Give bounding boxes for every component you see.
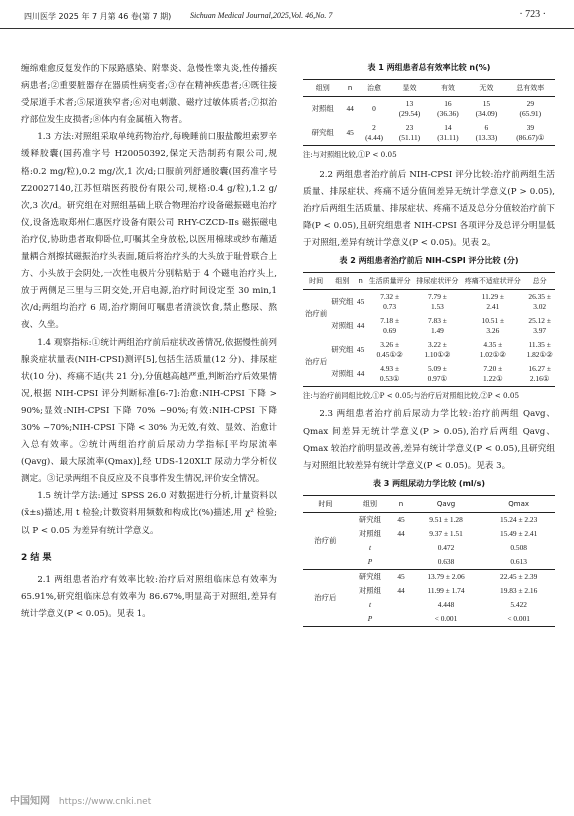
- table2-note: 注:与治疗前同组比较,①P < 0.05;与治疗后对照组比较,②P < 0.05: [303, 391, 520, 401]
- table-cell: [392, 541, 409, 555]
- table-cell: 0.472: [437, 542, 455, 552]
- table2-col-header: n: [358, 277, 363, 286]
- table-cell: 3.26 ± 0.45①②: [376, 340, 403, 360]
- watermark-url: https://www.cnki.net: [58, 797, 152, 807]
- table-cell: 7.79 ± 1.53: [427, 292, 447, 312]
- table2-col-header: 组别: [335, 277, 350, 286]
- table-cell: 5.09 ± 0.97①: [427, 364, 448, 384]
- table-cell: [392, 598, 409, 612]
- table-cell: 研究组: [331, 297, 354, 307]
- table2-col-header: 时间: [309, 277, 324, 286]
- table-cell: 45: [397, 514, 405, 524]
- journal-title-en: Sichuan Medical Journal,2025,Vol. 46,No. 7: [190, 11, 333, 20]
- table-cell: 13 (29.54): [398, 99, 421, 118]
- table1-caption: 表 1 两组患者总有效率比较 n(%): [367, 63, 491, 72]
- table-cell: 9.37 ± 1.51: [429, 528, 463, 538]
- table1-col-header: 总有效率: [516, 84, 545, 92]
- table-cell: 44: [397, 528, 405, 538]
- table-cell: 研究组: [311, 128, 334, 137]
- table-cell: < 0.001: [434, 613, 458, 623]
- table-cell: 7.83 ± 1.49: [427, 316, 447, 336]
- table-row: [303, 121, 555, 146]
- table-cell: 7.20 ± 1.22①: [483, 364, 503, 384]
- table3-header-row: [303, 495, 555, 512]
- table-cell: 6 (13.33): [475, 123, 498, 142]
- table-cell: 9.51 ± 1.28: [429, 514, 463, 524]
- table2-caption: 表 2 两组患者治疗前后 NIH-CSPI 评分比较 (分): [339, 256, 519, 266]
- table-cell: 对照组: [358, 528, 382, 538]
- watermark-brand: 中国知网: [10, 796, 50, 807]
- table1-col-header: 有效: [440, 84, 455, 92]
- table-cell: 11.99 ± 1.74: [427, 585, 465, 595]
- table-cell: 4.35 ± 1.02①②: [479, 340, 506, 360]
- table-cell: 23 (51.11): [398, 123, 421, 142]
- urodynamics-comparison-paragraph: 2.3 两组患者治疗前后尿动力学比较:治疗前两组 Qavg、Qmax 间差异无统计学意义(P > 0.05),治疗后两组 Qavg、Qmax 较治疗前明显改善,差异有统计学意义(P < 0.05),且研究组与对照组比较差异有统计学意义(P < 0.05)。见表 3。: [303, 409, 555, 471]
- table3-col-header: n: [398, 499, 404, 508]
- results-heading: 2 结 果: [21, 552, 52, 563]
- table-cell: 39 (86.67)①: [516, 123, 545, 142]
- results-efficacy-paragraph: 2.1 两组患者治疗有效率比较:治疗后对照组临床总有效率为 65.91%,研究组临床总有效率为 86.67%,明显高于对照组,差异有统计学意义(P < 0.05)。见表 1。: [21, 574, 277, 619]
- table-cell: 7.32 ± 0.73: [380, 292, 400, 312]
- table1-col-header: 治愈: [367, 84, 382, 92]
- table1-col-header: 显效: [402, 84, 417, 92]
- journal-title-cn: 四川医学 2025 年 7 月第 46 卷(第 7 期): [24, 12, 172, 21]
- table2-col-header: 总分: [532, 277, 547, 286]
- table-cell: 0.613: [510, 556, 527, 566]
- table1: [303, 79, 555, 146]
- table-cell: 45: [346, 128, 354, 137]
- table-cell: 44: [346, 104, 354, 113]
- table-cell: 44: [356, 321, 365, 331]
- table-cell: 7.18 ± 0.69: [380, 316, 400, 336]
- table-row: [303, 362, 555, 387]
- table-cell: 0.508: [510, 542, 527, 552]
- table-cell: 45: [356, 345, 365, 355]
- table-cell: 45: [397, 571, 405, 581]
- table-cell: 对照组: [311, 104, 334, 113]
- table-cell: < 0.001: [507, 613, 530, 623]
- table-cell: 16.27 ± 2.16①: [528, 364, 551, 384]
- time-group-label: 治疗后: [314, 592, 337, 602]
- page-header: [0, 0, 574, 29]
- table2: [303, 272, 555, 387]
- statistics-paragraph: 1.5 统计学方法:通过 SPSS 26.0 对数据进行分析,计量资料以(x̄±s)描述,用 t 检验;计数资料用频数和构成比(%)描述,用 χ² 检验;以 P < 0.05 为差异有统计学意义。: [21, 491, 277, 536]
- table-cell: 25.12 ± 3.97: [528, 316, 551, 336]
- nih-cpsi-comparison-paragraph: 2.2 两组患者治疗前后 NIH-CPSI 评分比较:治疗前两组生活质量、排尿症状、疼痛不适分值间差异无统计学意义(P > 0.05),治疗后两组生活质量、排尿症状、疼痛不适及总分分值较治疗前下降(P < 0.05),且研究组患者 NIH-CPSI 各项评分及总评分明显低于对照组,差异有统计学意义(P < 0.05)。见表 2。: [303, 170, 555, 249]
- time-group-label: 治疗后: [305, 357, 328, 367]
- table-cell: t: [368, 542, 372, 552]
- table-cell: 26.35 ± 3.02: [528, 292, 551, 312]
- table-cell: P: [367, 613, 373, 623]
- table-cell: 对照组: [331, 369, 354, 379]
- table1-block: [303, 61, 555, 161]
- table-cell: [392, 612, 409, 627]
- time-group-label: 治疗前: [305, 309, 328, 319]
- table-cell: 2 (4.44): [365, 123, 383, 142]
- table-cell: 44: [356, 369, 365, 379]
- table3-col-header: 组别: [363, 499, 377, 508]
- table-cell: 15 (34.09): [475, 99, 498, 118]
- cnki-watermark: [10, 792, 151, 807]
- table-cell: 11.29 ± 2.41: [481, 292, 504, 312]
- table-cell: 10.51 ± 3.26: [481, 316, 505, 336]
- table-row: [303, 569, 555, 584]
- table-cell: 29 (65.91): [519, 99, 542, 118]
- table-cell: 3.22 ± 1.10①②: [424, 340, 451, 360]
- table-cell: 45: [356, 297, 365, 307]
- table1-note: 注:与对照组比较,①P < 0.05: [303, 150, 397, 159]
- table-cell: 11.35 ± 1.82①②: [526, 340, 553, 360]
- table3-col-header: Qavg: [436, 499, 456, 508]
- table-row: [303, 512, 555, 527]
- table-row: [303, 314, 555, 338]
- right-column: [303, 61, 555, 627]
- table3-caption: 表 3 两组尿动力学比较 (ml/s): [373, 478, 485, 488]
- table1-header-row: [303, 80, 555, 97]
- table-row: [303, 290, 555, 315]
- methods-paragraph: 1.3 方法:对照组采取单纯药物治疗,每晚睡前口服盐酸坦索罗辛缓释胶囊(国药准字号 H20050392,保定天浩制药有限公司,规格:0.2 mg/粒),0.2 mg/次,1 次/d;口服前列舒通胶囊(国药准字号 Z20027140,江苏恒瑞医药股份有限公司,规格:0.4 g/粒),1.2 g/次,3 次/d。研究组在对照组基础上联合物理治疗设备磁振磁电治疗仪,设备选取郑州仁惠医疗设备有限公司 RHY-CZCD-Ⅱs 磁振磁电治疗仪,协助患者取仰卧位,叮嘱其全身放松,以医用棉球或纱布蘸适量耦合剂擦拭磁振治疗头表面,随后将治疗头的大头放于耻骨联合上方、小头放于会阴处,一次性电极片分别粘贴于 4 个磁电治疗头上,放于两侧足三里与三阴交处,开启电源,治疗时间设定至 30 min,1 次/d;两组均治疗 6 周,治疗期间叮嘱患者清淡饮食,禁止憋尿、熬夜、久坐。: [21, 132, 277, 331]
- time-group-label: 治疗前: [314, 535, 337, 545]
- table-cell: 0: [372, 104, 376, 113]
- table-cell: [392, 555, 409, 570]
- table-cell: 对照组: [331, 321, 354, 331]
- table-cell: 16 (36.36): [437, 99, 459, 118]
- table1-col-header: 组别: [315, 84, 330, 92]
- table-cell: 5.422: [510, 599, 527, 609]
- table-cell: 15.49 ± 2.41: [500, 528, 538, 538]
- page-number: · 723 ·: [519, 9, 546, 20]
- observation-indicators-paragraph: 1.4 观察指标:①统计两组治疗前后症状改善情况,依据慢性前列腺炎症状量表(NIH-CPSI)测评[5],包括生活质量(12 分)、排尿症状(10 分)、疼痛不适(共 21 分),分值越高越严重,判断治疗后效果情况,根据 NIH-CPSI 评分判断标准[6-7]:治愈:NIH-CPSI 下降 > 90%;显效:NIH-CPSI 下降 70% ~90%;有效:NIH-CPSI 下降 30% ~70%;NIH-CPSI 下降 < 30% 为无效,有效、显效、治愈计入总有效率。②统计两组治疗前后尿动力学指标[平均尿流率(Qavg)、最大尿流率(Qmax)],经 UDS-120XLT 尿动力学分析仪测定。③记录两组不良反应及不良事件发生情况,评价安全情况。: [21, 337, 277, 485]
- table2-header-row: [303, 273, 555, 290]
- table-cell: 4.448: [437, 599, 455, 609]
- table-cell: 44: [397, 585, 405, 595]
- table3: [303, 495, 555, 627]
- table-cell: 13.79 ± 2.06: [427, 571, 465, 581]
- table2-col-header: 排尿症状评分: [416, 277, 459, 286]
- table-cell: 19.83 ± 2.16: [500, 585, 538, 595]
- table3-col-header: Qmax: [508, 499, 530, 508]
- left-column: [21, 61, 277, 623]
- table-cell: t: [368, 599, 372, 609]
- table1-col-header: n: [347, 84, 353, 92]
- table-cell: 研究组: [358, 514, 382, 524]
- table-cell: 4.93 ± 0.53①: [379, 364, 400, 384]
- table2-block: [303, 254, 555, 402]
- table-cell: P: [367, 556, 373, 566]
- table-cell: 14 (31.11): [437, 123, 459, 142]
- table-row: [303, 338, 555, 362]
- table1-col-header: 无效: [479, 84, 494, 92]
- table-cell: 0.638: [437, 556, 455, 566]
- table-cell: 15.24 ± 2.23: [500, 514, 538, 524]
- table-row: [303, 97, 555, 122]
- exclusion-criteria-text: 缠绵难愈反复发作的下尿路感染、附睾炎、急慢性睾丸炎,性传播疾病患者;②重要脏器存在器质性病变者;③存在精神疾患者;④既往接受尿道手术者;⑤尿道狭窄者;⑥对电刺激、磁疗过敏体质者;⑦拟治疗部位发生皮损者;⑧体内有金属植入物者。: [21, 64, 277, 126]
- table-cell: 对照组: [358, 585, 382, 595]
- table2-col-header: 疼痛不适症状评分: [464, 277, 521, 286]
- table3-col-header: 时间: [318, 499, 333, 508]
- table3-block: [303, 477, 555, 627]
- table-cell: 研究组: [331, 345, 354, 355]
- table2-col-header: 生活质量评分: [368, 277, 411, 286]
- table-cell: 22.45 ± 2.39: [500, 571, 538, 581]
- table-cell: 研究组: [358, 571, 382, 581]
